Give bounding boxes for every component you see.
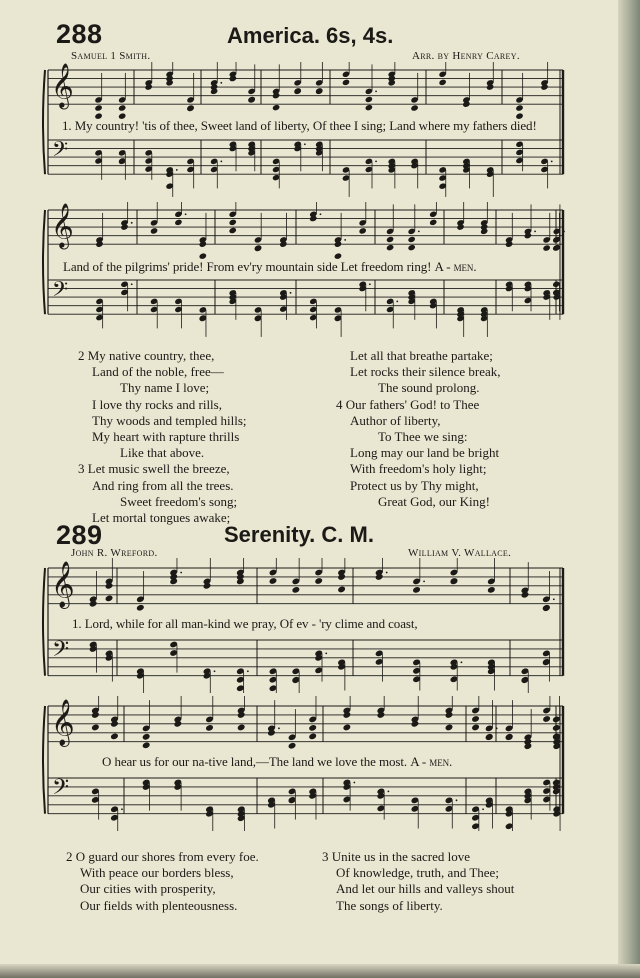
hymn-288-amen: A - men.	[434, 259, 477, 274]
verse-line: Let rocks their silence break,	[350, 364, 501, 380]
verse-line: Thy name I love;	[120, 380, 210, 396]
hymn-289-verses-right	[322, 849, 514, 914]
verse-line: Let mortal tongues awake;	[92, 510, 231, 526]
verse-line: Protect us by Thy might,	[350, 477, 479, 493]
verse-line: The songs of liberty.	[336, 897, 443, 913]
verse-line: To Thee we sing:	[378, 429, 468, 445]
verse-line: 3 Let music swell the breeze,	[78, 461, 230, 477]
svg-text:𝄢: 𝄢	[52, 276, 69, 306]
hymn-288-lyric-line-1: 1. My country! 'tis of thee, Sweet land of liberty, Of thee I sing; Land where my fathers died!	[62, 118, 537, 133]
hymn-289-lyric-line-1: 1. Lord, while for all man-kind we pray, Of ev - 'ry clime and coast,	[72, 616, 418, 631]
page-bottom-shadow	[0, 964, 640, 978]
hymn-289-composer: William V. Wallace.	[408, 547, 512, 559]
hymn-288-composer: Arr. by Henry Carey.	[412, 50, 520, 62]
verse-line: Let all that breathe partake;	[350, 348, 493, 363]
hymn-289-amen: A - men.	[410, 754, 453, 769]
verse-line: With peace our borders bless,	[80, 865, 234, 881]
hymn-289-author: John R. Wreford.	[71, 547, 158, 559]
verse-line: 4 Our fathers' God! to Thee	[336, 396, 480, 412]
hymn-289-lyric-line-2	[102, 754, 452, 770]
verse-line: Thy woods and templed hills;	[92, 412, 247, 428]
hymn-288-lyric-line-2-text: Land of the pilgrims' pride! From ev'ry mountain side Let freedom ring!	[63, 259, 432, 274]
svg-text:𝄞: 𝄞	[51, 203, 74, 249]
verse-line: And ring from all the trees.	[92, 477, 234, 493]
verse-line: 2 O guard our shores from every foe.	[66, 849, 259, 864]
verse-line: Land of the noble, free—	[92, 364, 224, 380]
hymn-number-288: 288	[56, 19, 103, 49]
verse-line: I love thy rocks and rills,	[92, 396, 222, 412]
verse-line: My heart with rapture thrills	[92, 429, 240, 445]
svg-text:𝄢: 𝄢	[52, 136, 69, 166]
hymn-288-author: Samuel 1 Smith.	[71, 50, 151, 62]
hymn-289-lyric-line-2-text: O hear us for our na-tive land,—The land we love the most.	[102, 754, 408, 769]
verse-line: 2 My native country, thee,	[78, 348, 215, 363]
verse-line: Like that above.	[120, 445, 205, 461]
hymn-number-289: 289	[56, 520, 103, 550]
verse-line: 3 Unite us in the sacred love	[322, 849, 471, 864]
svg-text:𝄞: 𝄞	[51, 699, 75, 746]
svg-text:𝄢: 𝄢	[52, 775, 69, 806]
svg-text:𝄞: 𝄞	[51, 63, 74, 109]
svg-text:𝄢: 𝄢	[52, 637, 69, 668]
hymn-title-289: Serenity. C. M.	[224, 522, 374, 547]
hymn-288-lyric-line-2	[63, 259, 476, 275]
hymn-title-288: America. 6s, 4s.	[227, 23, 394, 48]
hymn-289-verses-left	[66, 849, 259, 914]
verse-line: Our fields with plenteousness.	[80, 897, 238, 913]
verse-line: Great God, our King!	[378, 493, 490, 509]
svg-text:𝄞: 𝄞	[51, 561, 75, 608]
verse-line: Author of liberty,	[350, 412, 441, 428]
verse-line: Of knowledge, truth, and Thee;	[336, 865, 499, 881]
verse-line: Sweet freedom's song;	[120, 493, 238, 509]
verse-line: Long may our land be bright	[350, 445, 500, 461]
verse-line: The sound prolong.	[378, 380, 480, 396]
verse-line: With freedom's holy light;	[350, 461, 487, 477]
hymn-288-verses-right	[336, 348, 501, 510]
verse-line: Our cities with prosperity,	[80, 881, 216, 897]
hymn-288-verses-left	[78, 348, 247, 526]
verse-line: And let our hills and valleys shout	[336, 881, 515, 897]
